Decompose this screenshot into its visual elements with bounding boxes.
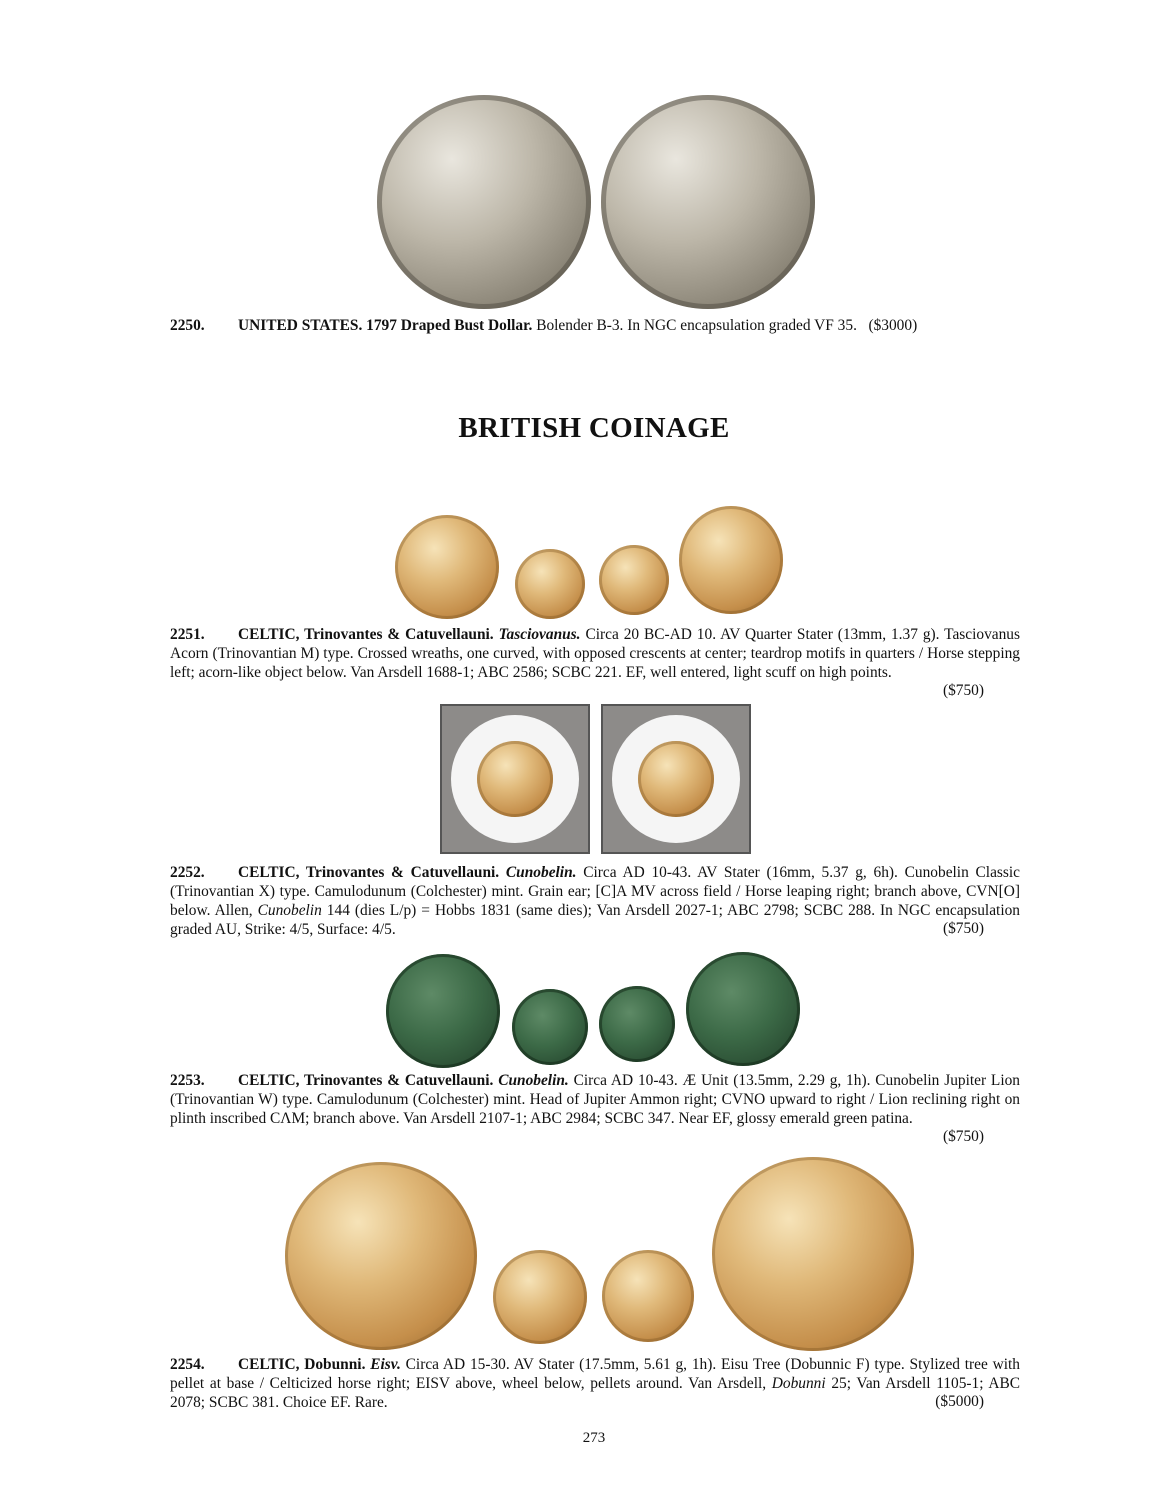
lot-description: Circa AD 15-30. AV Stater (17.5mm, 5.61 g, 1h). Eisu Tree (Dobunnic F) type. Stylized tree with pellet at base / Celticized horse right; EISV above, wheel below, pellets around. Van Arsdell, xyxy=(170,1356,1020,1392)
coin-2253-reverse-small xyxy=(599,986,675,1062)
lot-2253-price: ($750) xyxy=(942,1128,984,1145)
lot-ruler: Cunobelin. xyxy=(505,864,577,881)
coin-2254-obverse-large xyxy=(285,1162,477,1350)
coin-2250-reverse xyxy=(601,95,815,309)
lot-2254-price: ($5000) xyxy=(935,1393,984,1410)
lot-description-cont: 25; Van Arsdell 1105-1; ABC 2078; SCBC 381. Choice EF. Rare. xyxy=(170,1375,1020,1411)
lot-heading: CELTIC, Trinovantes & Catuvellauni. xyxy=(238,626,494,643)
lot-2251-price: ($750) xyxy=(942,682,984,699)
lot-price: ($3000) xyxy=(868,317,918,334)
lot-heading: CELTIC, Dobunni. xyxy=(238,1356,366,1373)
lot-number: 2253. xyxy=(170,1072,205,1089)
lot-description: Circa 20 BC-AD 10. AV Quarter Stater (13mm, 1.37 g). Tasciovanus Acorn (Trinovantian M) type. Crossed wreaths, one curved, with opposed crescents at center; teardrop motifs in quarters / Horse stepping left; acorn-like object below. Van Arsdell 1688-1; ABC 2586; SCBC 221. EF, well entered, light scuff on high points. xyxy=(170,626,1020,681)
lot-number: 2254. xyxy=(170,1356,205,1373)
slab-2252-obverse xyxy=(440,704,590,854)
lot-description: Circa AD 10-43. AV Stater (16mm, 5.37 g, 6h). Cunobelin Classic (Trinovantian X) type. Camulodunum (Colchester) mint. Grain ear; [C]A MV across field / Horse leaping right; branch above, CVN[O] below. Allen, xyxy=(170,864,1020,919)
coin-2254-reverse-large xyxy=(712,1157,914,1351)
lot-heading: UNITED STATES. 1797 Draped Bust Dollar. xyxy=(238,317,533,334)
coin-2251-reverse-large xyxy=(679,506,783,614)
lot-2250 xyxy=(170,316,1020,335)
lot-heading: CELTIC, Trinovantes & Catuvellauni. xyxy=(238,864,500,881)
coin-2251-obverse-small xyxy=(515,549,585,619)
lot-heading: CELTIC, Trinovantes & Catuvellauni. xyxy=(238,1072,494,1089)
lot-description-cont: 144 (dies L/p) = Hobbs 1831 (same dies); Van Arsdell 2027-1; ABC 2798; SCBC 288. In NGC encapsulation graded AU, Strike: 4/5, Surface: 4/5. xyxy=(170,902,1020,938)
lot-description: Bolender B-3. In NGC encapsulation graded VF 35. xyxy=(532,317,857,334)
coin-2251-obverse-large xyxy=(395,515,499,619)
coin-2250-obverse xyxy=(377,95,591,309)
lot-ruler: Cunobelin. xyxy=(498,1072,569,1089)
lot-description: Circa AD 10-43. Æ Unit (13.5mm, 2.29 g, 1h). Cunobelin Jupiter Lion (Trinovantian W) type. Camulodunum (Colchester) mint. Head of Jupiter Ammon right; CVNO upward to right / Lion reclining right on plinth inscribed CΛM; branch above. Van Arsdell 2107-1; ABC 2984; SCBC 347. Near EF, glossy emerald green patina. xyxy=(170,1072,1020,1127)
lot-2254 xyxy=(170,1355,1020,1412)
lot-number: 2250. xyxy=(170,317,205,334)
coin-2252-reverse xyxy=(638,741,714,817)
lot-2251 xyxy=(170,625,1020,682)
coin-2254-obverse-small xyxy=(493,1250,587,1344)
coin-2252-obverse xyxy=(477,741,553,817)
lot-2253 xyxy=(170,1071,1020,1128)
lot-reference-italic: Dobunni xyxy=(771,1375,826,1392)
coin-2253-obverse-small xyxy=(512,989,588,1065)
lot-ruler: Tasciovanus. xyxy=(498,626,581,643)
page-number: 273 xyxy=(582,1430,606,1446)
coin-2253-reverse-large xyxy=(686,952,800,1066)
lot-number: 2251. xyxy=(170,626,205,643)
lot-2252 xyxy=(170,863,1020,939)
coin-2254-reverse-small xyxy=(602,1250,694,1342)
slab-2252-reverse xyxy=(601,704,751,854)
coin-2253-obverse-large xyxy=(386,954,500,1068)
lot-reference-italic: Cunobelin xyxy=(257,902,322,919)
lot-ruler: Eisv. xyxy=(370,1356,401,1373)
lot-2252-price: ($750) xyxy=(942,920,984,937)
section-title: BRITISH COINAGE xyxy=(458,412,730,444)
coin-2251-reverse-small xyxy=(599,545,669,615)
lot-number: 2252. xyxy=(170,864,205,881)
